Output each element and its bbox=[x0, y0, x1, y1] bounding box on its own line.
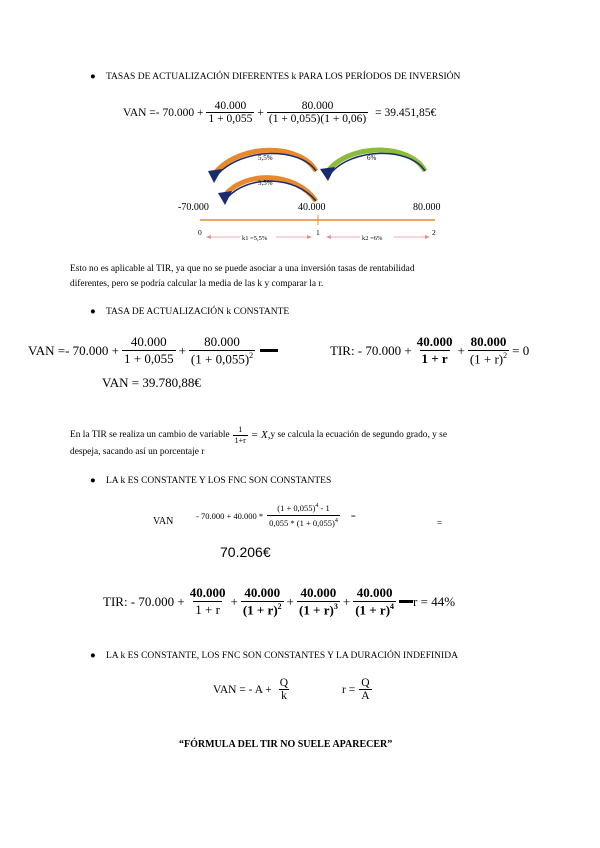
bullet-text: TASAS DE ACTUALIZACIÓN DIFERENTES k PARA LOS PERÍODOS DE INVERSIÓN bbox=[106, 72, 461, 82]
arc-label-top-left: 5,5% bbox=[258, 154, 273, 162]
plus-sign: + bbox=[257, 106, 264, 119]
rate-k1: k1 =5,5% bbox=[242, 235, 268, 242]
tir-equation-3 bbox=[103, 585, 455, 618]
plus-sign: + bbox=[286, 593, 294, 609]
denominator: $(1 + r)^4$ bbox=[355, 602, 395, 618]
perpetuity-van bbox=[213, 677, 293, 702]
denominator: $0,055 * (1 + 0,055)^4$ bbox=[267, 515, 340, 528]
equation-lhs: VAN =- 70.000 + bbox=[123, 106, 204, 119]
equation-lhs: VAN =- 70.000 + bbox=[28, 342, 119, 358]
van-result-2: VAN = 39.780,88€ bbox=[102, 375, 201, 390]
fraction-1 bbox=[188, 585, 228, 618]
arrow-head-right-top bbox=[320, 167, 335, 181]
formula-equals-2: = bbox=[437, 518, 443, 528]
numerator: 40.000 bbox=[214, 100, 247, 112]
numerator: 40.000 bbox=[416, 334, 453, 350]
equation-lhs: VAN = - A + bbox=[213, 683, 272, 696]
bullet-text: LA k ES CONSTANTE Y LOS FNC SON CONSTANTES bbox=[106, 476, 332, 486]
denominator: 1 + 0,055 bbox=[208, 113, 253, 125]
fraction-4 bbox=[353, 585, 396, 618]
numerator: 40.000 bbox=[130, 334, 167, 350]
equation-lhs: TIR: - 70.000 + bbox=[103, 593, 185, 609]
equation-rhs: = 0 bbox=[512, 342, 530, 358]
bullet-text: TASA DE ACTUALIZACIÓN k CONSTANTE bbox=[106, 307, 290, 317]
fraction-2 bbox=[189, 334, 255, 367]
numerator: 40.000 bbox=[300, 585, 337, 600]
van-label-3: VAN bbox=[153, 516, 174, 527]
denominator: 1 + 0,055 bbox=[123, 351, 174, 367]
bullet-indefinite-duration bbox=[90, 651, 458, 661]
equals-bar bbox=[399, 600, 413, 603]
formula-equals: = bbox=[350, 510, 356, 521]
numerator: 40.000 bbox=[189, 585, 226, 601]
fraction-1 bbox=[122, 334, 176, 367]
paragraph-1-line-1: Esto no es aplicable al TIR, ya que no se puede asociar a una inversión tasas de rentabilidad bbox=[70, 264, 415, 274]
period-0: 0 bbox=[198, 228, 202, 237]
bullet-constant-fnc bbox=[90, 476, 331, 486]
denominator: (1 + 0,055)(1 + 0,06) bbox=[268, 113, 367, 125]
bullet-dot: ● bbox=[90, 72, 96, 82]
formula-lhs: - 70.000 + 40.000 * bbox=[196, 510, 264, 521]
fraction-q-k bbox=[278, 677, 290, 702]
bullet-constant-rate bbox=[90, 307, 289, 317]
numerator: 80.000 bbox=[204, 334, 240, 349]
numerator: 40.000 bbox=[244, 585, 281, 600]
paragraph-text-pre: En la TIR se realiza un cambio de variable bbox=[70, 430, 230, 440]
bullet-dot: ● bbox=[90, 651, 96, 661]
fraction-1 bbox=[206, 100, 254, 125]
cash-flow-diagram bbox=[170, 143, 460, 248]
flow-1: 40.000 bbox=[298, 202, 326, 213]
denominator: $(1 + r)^2$ bbox=[469, 351, 508, 367]
equation-lhs: r = bbox=[342, 683, 356, 696]
period-2: 2 bbox=[432, 228, 436, 237]
numerator: 1 bbox=[238, 425, 243, 434]
arrow-head-bottom bbox=[218, 191, 232, 205]
numerator: 40.000 bbox=[356, 585, 393, 600]
exponent: 2 bbox=[503, 351, 508, 360]
fraction-2 bbox=[468, 334, 509, 367]
denominator: 1+r bbox=[234, 436, 246, 445]
bullet-dot: ● bbox=[90, 476, 96, 486]
paragraph-1-line-2: diferentes, pero se podría calcular la media de las k y comparar la r. bbox=[70, 279, 324, 289]
annuity-formula bbox=[196, 503, 356, 528]
numerator: 80.000 bbox=[470, 334, 507, 349]
tir-equation-2 bbox=[330, 334, 529, 367]
footer-note: “FÓRMULA DEL TIR NO SUELE APARECER” bbox=[179, 739, 393, 750]
numerator: Q bbox=[279, 677, 289, 689]
variable-fraction bbox=[233, 425, 248, 446]
fraction-1 bbox=[415, 334, 455, 367]
flow-0: -70.000 bbox=[178, 202, 209, 213]
bullet-dot: ● bbox=[90, 307, 96, 317]
denominator: $(1 + r)^2$ bbox=[242, 602, 282, 618]
denominator: 1 + r bbox=[195, 602, 220, 618]
equation-rhs: r = 44% bbox=[413, 593, 456, 609]
numerator: Q bbox=[361, 677, 370, 689]
numerator: $(1 + 0,055)^4 - 1$ bbox=[277, 503, 330, 513]
equation-lhs: TIR: - 70.000 + bbox=[330, 342, 412, 358]
van-equation-2 bbox=[28, 334, 278, 367]
period-1: 1 bbox=[316, 228, 320, 237]
equals-bar bbox=[260, 349, 278, 352]
arrow-head-left-top bbox=[208, 169, 222, 183]
paragraph-2-line-2: despeja, sacando así un porcentaje r bbox=[70, 447, 205, 457]
equation-result: = 39.451,85€ bbox=[375, 106, 437, 119]
rate-k2: k2 =6% bbox=[362, 235, 383, 242]
variable-eq: = X, bbox=[250, 429, 271, 441]
paragraph-text-post: y se calcula la ecuación de segundo grado, y se bbox=[270, 430, 447, 440]
denominator: k bbox=[281, 690, 287, 702]
plus-sign: + bbox=[342, 593, 351, 609]
plus-sign: + bbox=[230, 593, 238, 609]
van-result-3: 70.206€ bbox=[220, 544, 271, 560]
numerator: 80.000 bbox=[301, 100, 334, 112]
annuity-fraction bbox=[267, 503, 340, 528]
denominator: 1 + r bbox=[421, 351, 448, 367]
arc-label-top-right: 6% bbox=[367, 154, 377, 162]
bullet-different-rates bbox=[90, 72, 460, 82]
plus-sign: + bbox=[457, 342, 465, 358]
denominator: A bbox=[361, 690, 370, 702]
fraction-2 bbox=[267, 100, 368, 125]
bullet-text: LA k ES CONSTANTE, LOS FNC SON CONSTANTES Y LA DURACIÓN INDEFINIDA bbox=[106, 651, 458, 661]
arc-label-bottom: 5,5% bbox=[258, 179, 273, 187]
perpetuity-r bbox=[342, 677, 375, 702]
fraction-3 bbox=[297, 585, 340, 618]
fraction-q-a bbox=[359, 677, 371, 702]
denominator: $(1 + 0,055)^2$ bbox=[190, 351, 254, 367]
exponent: 2 bbox=[249, 351, 254, 360]
plus-sign: + bbox=[178, 342, 186, 358]
fraction-2 bbox=[241, 585, 284, 618]
denominator: $(1 + r)^3$ bbox=[299, 602, 338, 618]
flow-2: 80.000 bbox=[413, 202, 441, 213]
van-equation-1 bbox=[123, 100, 436, 125]
paragraph-2-line-1 bbox=[70, 425, 447, 446]
